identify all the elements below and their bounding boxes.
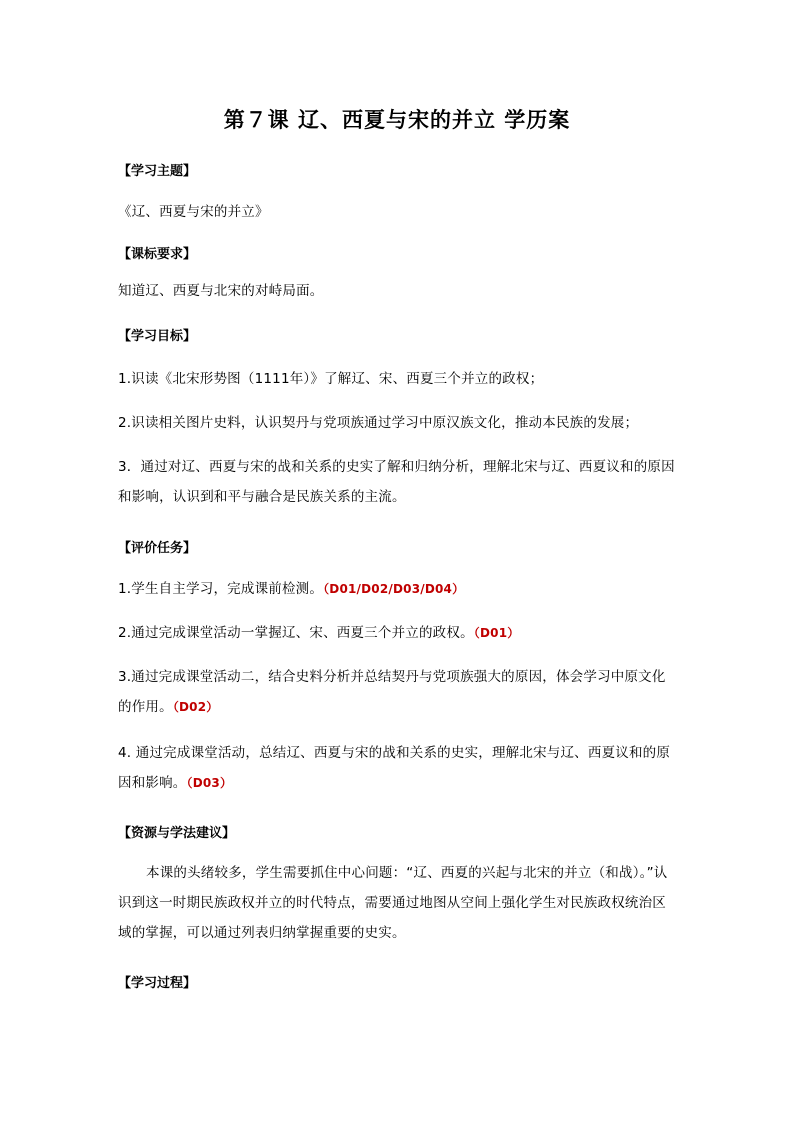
task-text: 2.通过完成课堂活动一掌握辽、宋、西夏三个并立的政权。 [118, 625, 474, 641]
heading-evaluation-tasks: 【评价任务】 [118, 541, 197, 556]
page-title: 第７课 辽、西夏与宋的并立 学历案 [223, 107, 571, 132]
heading-learning-process: 【学习过程】 [118, 976, 197, 991]
goal-item-1: 1.识读《北宋形势图（1111年）》了解辽、宋、西夏三个并立的政权； [118, 371, 544, 387]
task-code: （D02） [172, 700, 219, 714]
heading-learning-goals: 【学习目标】 [118, 329, 197, 344]
task-item-3 [118, 662, 678, 722]
task-code: （D03） [186, 776, 233, 790]
goal-item-2: 2.识读相关图片史料，认识契丹与党项族通过学习中原汉族文化，推动本民族的发展； [118, 415, 639, 431]
task-text: 4. 通过完成课堂活动，总结辽、西夏与宋的战和关系的史实，理解北宋与辽、西夏议和的原因和影响。 [118, 745, 671, 791]
task-item-1 [118, 574, 678, 604]
heading-resources-advice: 【资源与学法建议】 [118, 826, 236, 841]
goal-item-3: 3．通过对辽、西夏与宋的战和关系的史实了解和归纳分析，理解北宋与辽、西夏议和的原因和影响，认识到和平与融合是民族关系的主流。 [118, 459, 675, 505]
heading-curriculum-standard: 【课标要求】 [118, 247, 197, 262]
learning-theme-text: 《辽、西夏与宋的并立》 [118, 204, 269, 220]
task-code: （D01/D02/D03/D04） [323, 582, 465, 596]
task-text: 1.学生自主学习，完成课前检测。 [118, 581, 324, 597]
curriculum-standard-text: 知道辽、西夏与北宋的对峙局面。 [118, 283, 324, 299]
resources-advice-text: 本课的头绪较多，学生需要抓住中心问题：“辽、西夏的兴起与北宋的并立（和战）。”认识到这一时期民族政权并立的时代特点，需要通过地图从空间上强化学生对民族政权统治区域的掌握，可以通过列表归纳掌握重要的史实。 [118, 865, 668, 941]
task-item-2 [118, 618, 678, 648]
heading-learning-theme: 【学习主题】 [118, 164, 197, 179]
task-item-4 [118, 738, 678, 798]
task-text: 3.通过完成课堂活动二，结合史料分析并总结契丹与党项族强大的原因，体会学习中原文化的作用。 [118, 669, 666, 715]
task-code: （D01） [473, 626, 520, 640]
